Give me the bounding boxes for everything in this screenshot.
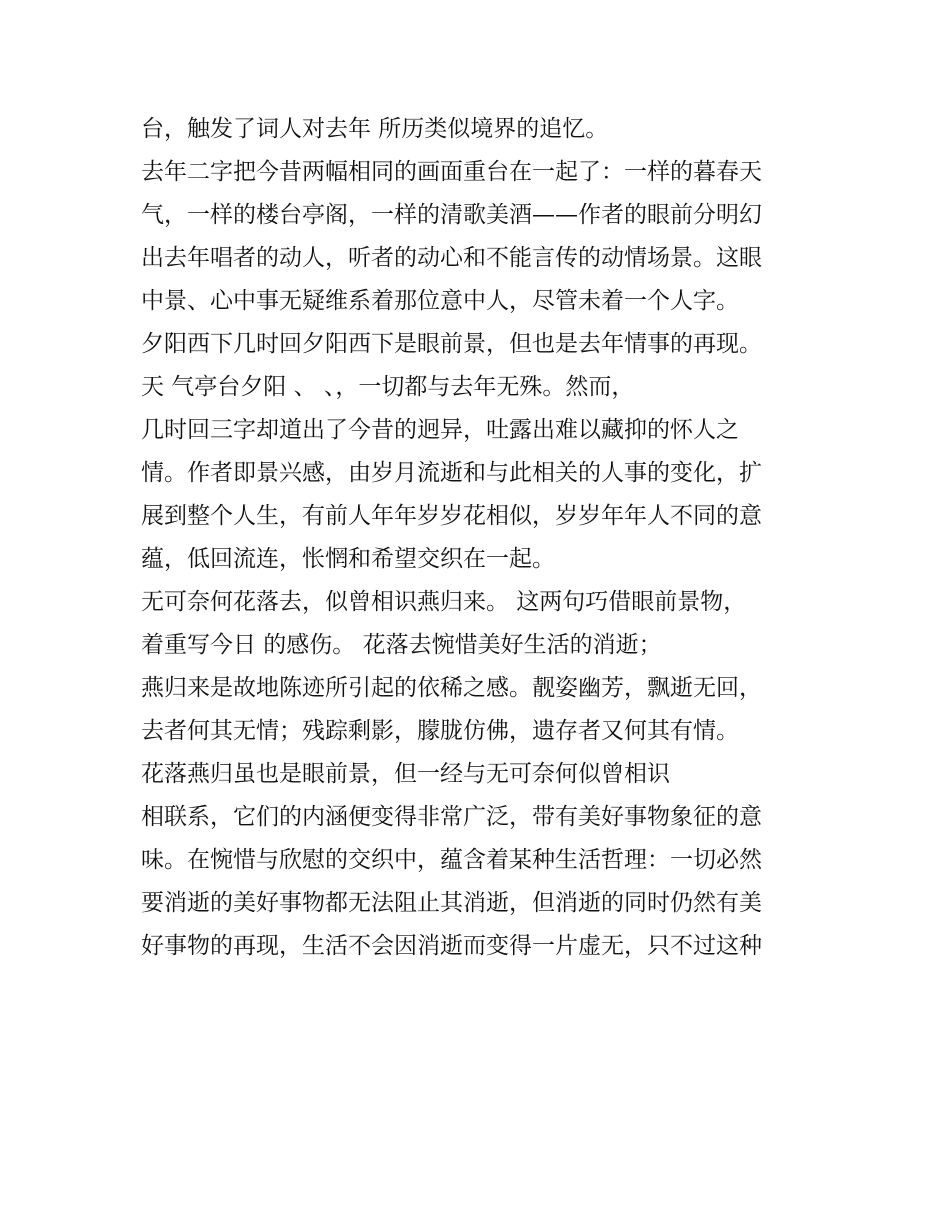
text-line: 情。作者即景兴感，由岁月流逝和与此相关的人事的变化，扩 bbox=[141, 460, 762, 486]
text-line: 中景、心中事无疑维系着那位意中人，尽管未着一个人字。 bbox=[141, 288, 739, 314]
text-line: 去者何其无情；残踪剩影，朦胧仿佛，遗存者又何其有情。 bbox=[141, 718, 739, 744]
text-line: 味。在惋惜与欣慰的交织中，蕴含着某种生活哲理：一切必然 bbox=[141, 847, 762, 873]
text-line: 去年二字把今昔两幅相同的画面重台在一起了：一样的暮春天 bbox=[141, 159, 762, 185]
text-line: 无可奈何花落去，似曾相识燕归来。 这两句巧借眼前景物， bbox=[141, 589, 747, 615]
text-line: 着重写今日 的感伤。 花落去惋惜美好生活的消逝； bbox=[141, 632, 662, 658]
text-line: 花落燕归虽也是眼前景，但一经与无可奈何似曾相识 bbox=[141, 761, 670, 787]
text-line: 气，一样的楼台亭阁，一样的清歌美酒——作者的眼前分明幻 bbox=[141, 202, 762, 228]
text-line: 天 气亭台夕阳 、 、，一切都与去年无殊。然而， bbox=[141, 374, 635, 400]
text-line: 要消逝的美好事物都无法阻止其消逝，但消逝的同时仍然有美 bbox=[141, 890, 762, 916]
text-line: 蕴，低回流连，怅惘和希望交织在一起。 bbox=[141, 546, 555, 572]
text-line: 出去年唱者的动人，听者的动心和不能言传的动情场景。这眼 bbox=[141, 245, 762, 271]
text-line: 燕归来是故地陈迹所引起的依稀之感。靓姿幽芳，飘逝无回， bbox=[141, 675, 762, 701]
body-text bbox=[141, 108, 821, 968]
text-line: 夕阳西下几时回夕阳西下是眼前景，但也是去年情事的再现。 bbox=[141, 331, 762, 357]
text-line: 好事物的再现，生活不会因消逝而变得一片虚无，只不过这种 bbox=[141, 933, 762, 959]
text-line: 展到整个人生，有前人年年岁岁花相似，岁岁年年人不同的意 bbox=[141, 503, 762, 529]
text-line: 台，触发了词人对去年 所历类似境界的追忆。 bbox=[141, 116, 609, 142]
text-line: 相联系，它们的内涵便变得非常广泛，带有美好事物象征的意 bbox=[141, 804, 762, 830]
text-line: 几时回三字却道出了今昔的迥异，吐露出难以藏抑的怀人之 bbox=[141, 417, 739, 443]
